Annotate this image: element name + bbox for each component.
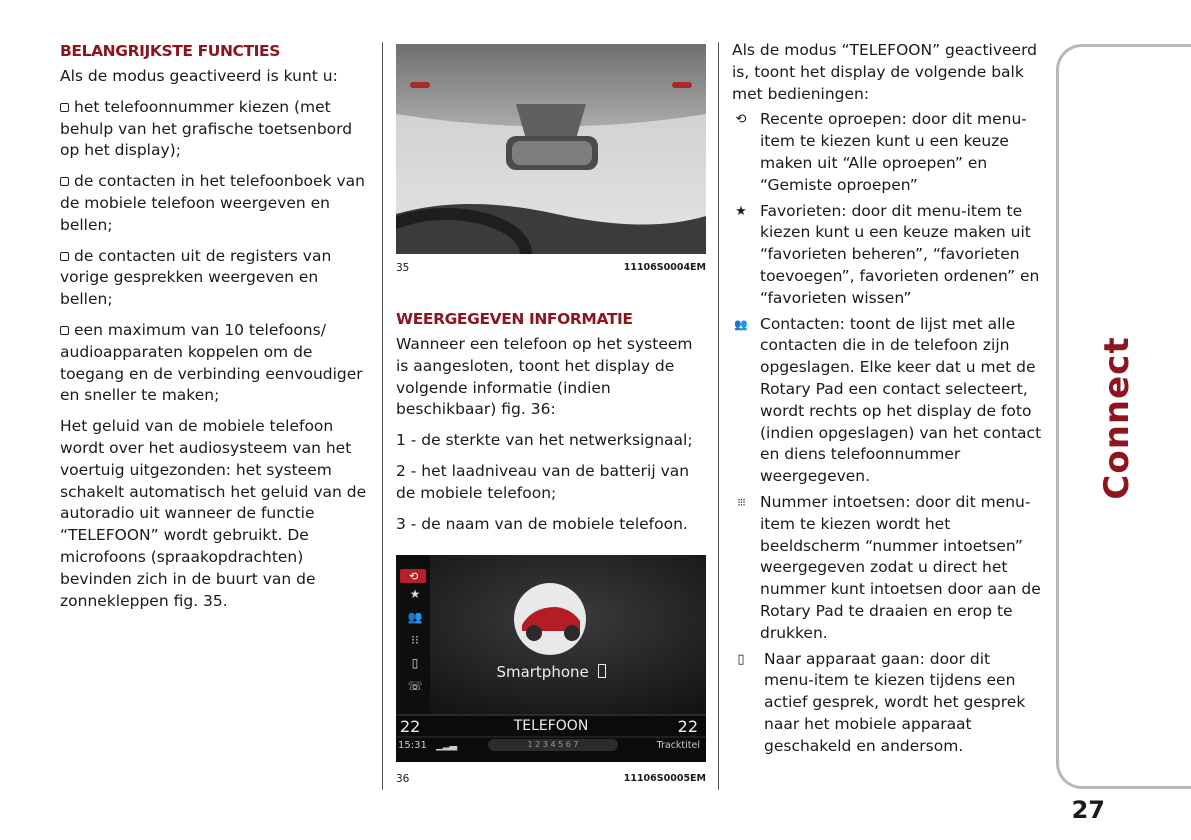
figure-36-phone-screen bbox=[396, 555, 706, 762]
transfer-to-device-icon[interactable]: ▯ bbox=[411, 656, 419, 670]
bullet-item: een maximum van 10 telefoons/ audioapparaten koppelen om de toegang en de verbinding eenvoudiger en sneller te maken; bbox=[60, 320, 363, 405]
star-icon: ★ bbox=[735, 203, 747, 219]
menu-item-recent-calls: ⟲ Recente oproepen: door dit menu-item te kiezen kunt u een keuze maken uit “Alle oproepen” en “Gemiste oproepen” bbox=[732, 109, 1044, 196]
bullet-item: de contacten in het telefoonboek van de mobiele telefoon weergeven en bellen; bbox=[60, 172, 365, 234]
keypad-icon: ⁝⁝⁝ bbox=[737, 495, 745, 509]
figure-number: 35 bbox=[396, 262, 410, 274]
figure-code: 11106S0004EM bbox=[623, 262, 706, 273]
column-phone-controls bbox=[732, 40, 1044, 762]
intro-text: Als de modus “TELEFOON” geactiveerd is, toont het display de volgende balk met bedieningen: bbox=[732, 41, 1038, 103]
chapter-tab-label: Connect bbox=[1097, 336, 1137, 500]
screen-title: TELEFOON bbox=[513, 718, 589, 734]
heading-main-functions: BELANGRIJKSTE FUNCTIES bbox=[60, 42, 280, 60]
battery-icon bbox=[598, 664, 606, 678]
body-paragraph: Het geluid van de mobiele telefoon wordt over het audiosysteem van het voertuig uitgezonden: het systeem schakelt automatisch het geluid van de autoradio uit wanneer de functie “TELEFOON” wordt gebruikt. De microfoons (spraakopdrachten) bevinden zich in de buurt van de zonnekleppen fig. 35. bbox=[60, 417, 367, 610]
menu-item-favorites: ★ Favorieten: door dit menu-item te kiezen kunt u een keuze maken uit “favorieten beheren”, “favorieten toevoegen”, favorieten ordenen” en “favorieten wissen” bbox=[732, 201, 1044, 310]
numbered-item: 3 - de naam van de mobiele telefoon. bbox=[396, 514, 688, 533]
bullet-item: de contacten uit de registers van vorige gesprekken weergeven en bellen; bbox=[60, 246, 332, 309]
checkbox-bullet-icon bbox=[60, 103, 69, 112]
transfer-to-device-icon: ▯ bbox=[737, 651, 745, 667]
body-paragraph: Wanneer een telefoon op het systeem is aangesloten, toont het display de volgende informatie (indien beschikbaar) fig. 36: bbox=[396, 335, 693, 419]
intro-text: Als de modus geactiveerd is kunt u: bbox=[60, 67, 338, 85]
figure-code: 11106S0005EM bbox=[623, 773, 706, 784]
column-main-functions bbox=[60, 40, 372, 621]
track-title: Tracktitel bbox=[656, 740, 700, 751]
menu-item-contacts: 👥 Contacten: toont de lijst met alle contacten die in de telefoon zijn opgeslagen. Elke keer dat u met de Rotary Pad een contact selecteert, wordt rechts op het display de foto (indien opgeslagen) van het contact en diens telefoonnummer weergegeven. bbox=[732, 314, 1044, 488]
checkbox-bullet-icon bbox=[60, 326, 69, 335]
keypad-icon[interactable]: ⁝⁝ bbox=[411, 633, 419, 647]
car-interior-illustration bbox=[396, 44, 706, 254]
contacts-icon[interactable]: 👥 bbox=[407, 610, 423, 624]
star-icon[interactable]: ★ bbox=[409, 587, 421, 601]
microphone-left-marker bbox=[410, 82, 430, 88]
microphone-right-marker bbox=[672, 82, 692, 88]
figure-number: 36 bbox=[396, 773, 410, 785]
menu-item-dial-number: ⁝⁝⁝ Nummer intoetsen: door dit menu-item te kiezen wordt het beeldscherm “nummer intoetsen” weergegeven zodat u direct het nummer kunt intoetsen door aan de Rotary Pad te draaien en erop te drukken. bbox=[732, 492, 1044, 645]
menu-item-transfer-to-device: ▯ Naar apparaat gaan: door dit menu-item te kiezen tijdens een actief gesprek, wordt het gesprek naar het mobiele apparaat geschakeld en andersom. bbox=[732, 649, 1044, 758]
signal-strength-icon: ▁▂▃ bbox=[436, 740, 457, 751]
preset-bar[interactable]: 1 2 3 4 5 6 7 bbox=[488, 739, 618, 751]
column-divider bbox=[382, 42, 383, 790]
recent-calls-icon[interactable]: ⟲ bbox=[409, 570, 419, 583]
numbered-item: 1 - de sterkte van het netwerksignaal; bbox=[396, 431, 693, 450]
column-displayed-info bbox=[396, 308, 708, 544]
numbered-item: 2 - het laadniveau van de batterij van de mobiele telefoon; bbox=[396, 461, 690, 502]
bullet-item: het telefoonnummer kiezen (met behulp van het grafische toetsenbord op het display); bbox=[60, 97, 353, 160]
contacts-icon: 👥 bbox=[734, 317, 748, 331]
heading-displayed-info: WEERGEGEVEN INFORMATIE bbox=[396, 310, 633, 328]
device-name-row bbox=[396, 663, 706, 681]
column-divider bbox=[718, 42, 719, 790]
checkbox-bullet-icon bbox=[60, 177, 69, 186]
recent-calls-icon: ⟲ bbox=[735, 112, 747, 128]
checkbox-bullet-icon bbox=[60, 252, 69, 261]
hangup-icon[interactable]: ☏ bbox=[407, 679, 423, 693]
temp-right: 22 bbox=[677, 717, 698, 736]
clock-time: 15:31 bbox=[398, 740, 427, 751]
temp-left: 22 bbox=[400, 717, 421, 736]
page-number: 27 bbox=[1071, 796, 1105, 824]
figure-35-car-interior bbox=[396, 44, 706, 254]
time-row bbox=[398, 740, 456, 751]
device-name: Smartphone bbox=[496, 663, 589, 681]
